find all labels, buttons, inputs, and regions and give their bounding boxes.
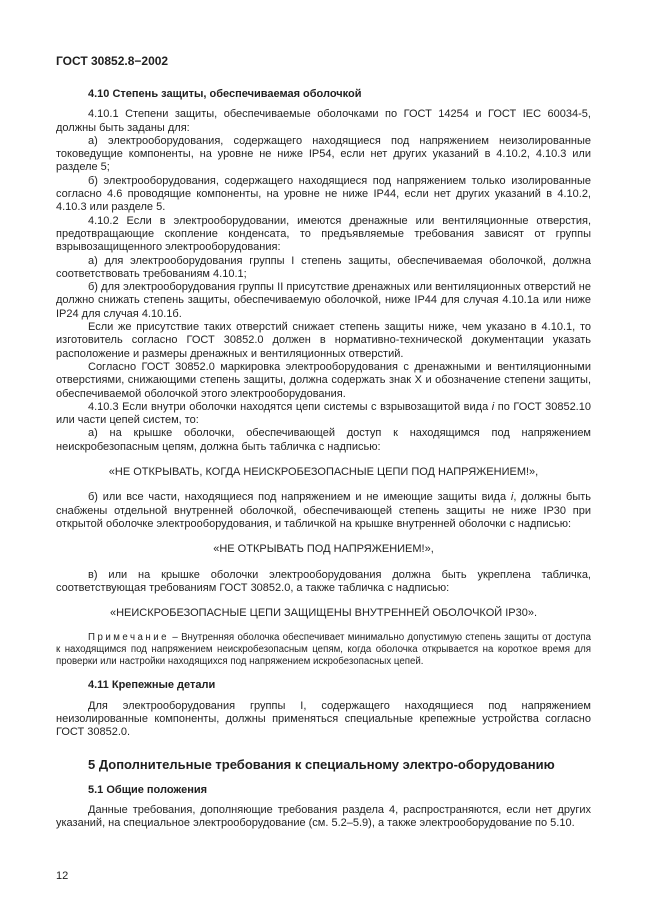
paragraph-4-10-1: 4.10.1 Степени защиты, обеспечиваемые оболочками по ГОСТ 14254 и ГОСТ IEC 60034-5, должны быть заданы для: [56, 108, 591, 134]
paragraph-4-10-2-a: а) для электрооборудования группы I степень защиты, обеспечиваемая оболочкой, должна соответствовать требованиям 4.10.1; [56, 254, 591, 280]
plate-inscription-1: «НЕ ОТКРЫВАТЬ, КОГДА НЕИСКРОБЕЗОПАСНЫЕ ЦЕПИ ПОД НАПРЯЖЕНИЕМ!», [108, 466, 539, 479]
paragraph-4-10-2-b: б) для электрооборудования группы II присутствие дренажных или вентиляционных отверстий не должно снижать степень защиты, обеспечиваемую оболочкой, ниже IP44 для случая 4.10.1а или ниже IP24 для случая 4.10.1б. [56, 281, 591, 320]
note-label: Примечание [88, 632, 170, 644]
section-heading-4-10: 4.10 Степень защиты, обеспечиваемая оболочкой [88, 88, 362, 100]
paragraph-4-10-3-v: в) или на крышке оболочки электрооборудования должна быть укреплена табличка, соответствующая требованиям ГОСТ 30852.0, а также табличка с надписью: [56, 568, 591, 594]
paragraph-4-10-3 [56, 401, 591, 428]
section-heading-5: 5 Дополнительные требования к специальному электро-оборудованию [88, 756, 555, 772]
paragraph-4-10-3-a: а) на крышке оболочки, обеспечивающей доступ к находящимся под напряжением неискробезопасным цепям, должна быть табличка с надписью: [56, 427, 591, 453]
protection-type-i-symbol: i [491, 400, 495, 413]
paragraph-4-11: Для электрооборудования группы I, содержащего находящиеся под напряжением неизолированные компоненты, должны применяться специальные крепежные устройства согласно ГОСТ 30852.0. [56, 699, 591, 739]
paragraph-drain-holes-2: Согласно ГОСТ 30852.0 маркировка электрооборудования с дренажными и вентиляционными отверстиями, снижающими степень защиты, должна содержать знак Х и обозначение степени защиты, обеспечиваемой оболочкой этого электрооборудования. [56, 360, 591, 400]
paragraph-5-1: Данные требования, дополняющие требования раздела 4, распространяются, если нет других указаний, на специальное электрооборудование (см. 5.2–5.9), а также электрооборудование по 5.10. [56, 803, 591, 830]
plate-inscription-2: «НЕ ОТКРЫВАТЬ ПОД НАПРЯЖЕНИЕМ!», [213, 543, 434, 556]
paragraph-4-10-3-b-text: б) или все части, находящиеся под напряжением и не имеющие защиты вида [88, 491, 511, 504]
paragraph-4-10-1-a: а) электрооборудования, содержащего находящиеся под напряжением неизолированные токоведущие компоненты, на уровне не ниже IP54, если нет других указаний в 4.10.2, 4.10.3 или разделе 5; [56, 134, 591, 174]
paragraph-4-10-3-b [56, 491, 591, 531]
note-text: – Внутренняя оболочка обеспечивает минимально допустимую степень защиты от доступа к находящимся под напряжением неискробезопасным цепям, когда оболочка открывается на короткое время для проверки или настройки находящихся под напряжением искробезопасных цепей. [56, 632, 591, 668]
paragraph-4-10-3-text: 4.10.3 Если внутри оболочки находятся цепи системы с взрывозащитой вида [88, 400, 492, 413]
paragraph-drain-holes-1: Если же присутствие таких отверстий снижает степень защиты ниже, чем указано в 4.10.1, то изготовитель согласно ГОСТ 30852.0 должен в нормативно-технической документации указать расположение и размеры дренажных и вентиляционных отверстий. [56, 321, 591, 360]
document-header: ГОСТ 30852.8−2002 [56, 54, 169, 68]
paragraph-4-10-3-b-text-cont: , должны быть снабжены отдельной внутренней оболочкой, обеспечивающей степень защиты не ниже IP30 при открытой оболочке электрооборудования, и табличкой на крышке внутренней оболочки с надписью: [56, 491, 591, 530]
section-heading-4-11: 4.11 Крепежные детали [88, 679, 216, 692]
paragraph-4-10-3-text-cont: по ГОСТ 30852.10 или части цепей систем, то: [56, 400, 591, 427]
plate-inscription-3: «НЕИСКРОБЕЗОПАСНЫЕ ЦЕПИ ЗАЩИЩЕНЫ ВНУТРЕННЕЙ ОБОЛОЧКОЙ IP30». [109, 607, 538, 620]
note [56, 632, 591, 668]
paragraph-4-10-2: 4.10.2 Если в электрооборудовании, имеются дренажные или вентиляционные отверстия, предотвращающие скопление конденсата, то предъявляемые требования зависят от группы взрывозащищенного электрооборудования: [56, 214, 591, 254]
section-heading-5-1: 5.1 Общие положения [88, 783, 208, 796]
paragraph-4-10-1-b: б) электрооборудования, содержащего находящиеся под напряжением только изолированные согласно 4.6 проводящие компоненты, на уровне не ниже IP44, если нет других указаний в 4.10.2, 4.10.3 или разделе 5. [56, 174, 591, 214]
protection-type-i-symbol: i [510, 491, 514, 504]
page-number: 12 [56, 870, 69, 882]
